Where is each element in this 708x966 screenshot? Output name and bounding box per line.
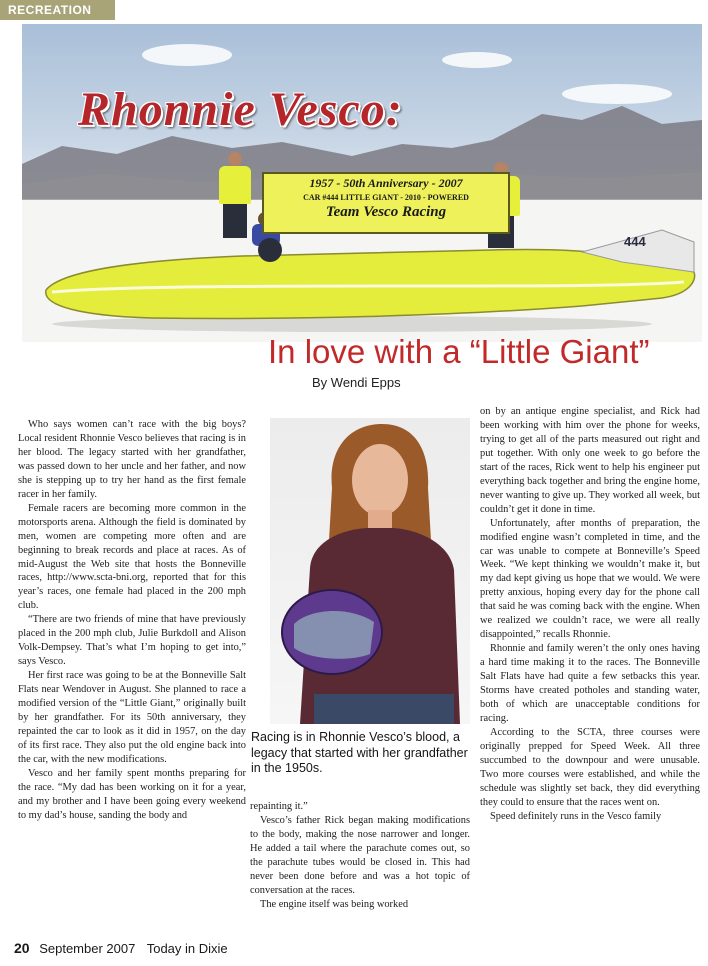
section-label: RECREATION xyxy=(0,0,115,20)
paragraph: Vesco’s father Rick began making modifications to the body, making the nose narrower and longer. He added a tail where the parachute comes out, so the parachute tubes would be closed in. This had never been done before and was a hot topic of conversation at the races. xyxy=(250,814,470,896)
paragraph: repainting it.” xyxy=(250,801,308,812)
portrait-photo xyxy=(270,418,470,724)
banner-line-1: 1957 - 50th Anniversary - 2007 xyxy=(309,176,463,190)
banner-line-2: CAR #444 LITTLE GIANT - 2010 - POWERED xyxy=(303,193,469,202)
banner-line-3: Team Vesco Racing xyxy=(325,204,447,220)
article-column-1 xyxy=(18,418,246,823)
article-column-3 xyxy=(480,405,700,824)
paragraph: Her first race was going to be at the Bonneville Salt Flats near Wendover in August. She planned to race a modified version of the “Little Giant,” originally built by her grandfather. For its 50th anniversary, they repainted the car to look as it did in 1957, on the day of its first race. They also put the old engine back into the car, with the new modifications. xyxy=(18,670,246,765)
headline: In love with a “Little Giant” xyxy=(268,333,650,370)
article-column-2 xyxy=(250,800,470,912)
page-footer xyxy=(14,940,228,956)
car-number: 444 xyxy=(624,234,646,249)
paragraph: Rhonnie and family weren’t the only ones having a hard time making it to the races. The Bonneville Salt Flats have had quite a few setbacks this year. Storms have created potholes and standing water, both of which are unacceptable conditions for racing. xyxy=(480,643,700,724)
paragraph: The engine itself was being worked xyxy=(260,898,409,910)
byline: By Wendi Epps xyxy=(312,375,401,390)
paragraph: According to the SCTA, three courses were originally prepped for Speed Week. All three succumbed to the downpour and were unusable. Two more courses were established, and while the schedule was slightly set back, they did everything they could to ensure that the races went on. xyxy=(480,726,700,808)
paragraph: Female racers are becoming more common in the motorsports arena. Although the field is dominated by men, women are competing more often and are beginning to break records and place at races. As of mid-August the Web site that hosts the Bonneville races, http://www.scta-bni.org, reported that for this year’s races, one female had placed in the 200 mph club. xyxy=(18,502,246,612)
hero-photo xyxy=(22,24,702,342)
paragraph: “There are two friends of mine that have previously placed in the 200 mph club, Julie Burkdoll and Alison Volk-Dempsey. That’s what I’m hoping to get into,” says Vesco. xyxy=(18,614,246,668)
paragraph: Vesco and her family spent months preparing for the race. “My dad has been working on it for a year, and my brother and I have been going every weekend to my dad’s house, sanding the body and xyxy=(18,767,246,821)
issue-date: September 2007 xyxy=(39,941,136,956)
publication-name: Today in Dixie xyxy=(146,941,228,956)
race-car-graphic xyxy=(22,24,702,342)
paragraph: on by an antique engine specialist, and Rick had been working with him over the phone for weeks, trying to get all of the parts measured out right and put together. With only one week to go before the start of the races, Rick went to help his engineer put everything back together and bring the engine home, never wanting to give up. They worked all week, but couldn’t get it done in time. xyxy=(480,406,700,515)
paragraph: Unfortunately, after months of preparation, the modified engine wasn’t completed in time, and the car was unable to compete at Bonneville’s Speed Week. “We kept thinking we wouldn’t make it, but my dad kept giving us hope that we would. We were pretty anxious, hoping every day for the phone call that said he was coming back with the engine. When we realized we couldn’t race, we were all really disappointed,” recalls Rhonnie. xyxy=(480,517,700,641)
hero-title: Rhonnie Vesco: xyxy=(78,83,403,136)
paragraph: Who says women can’t race with the big boys? Local resident Rhonnie Vesco believes that racing is in her blood. The legacy started with her grandfather, was passed down to her uncle and her father, and now she is stepping up to try her hand as the first female racer in her family. xyxy=(18,419,246,500)
page-number: 20 xyxy=(14,940,30,956)
paragraph: Speed definitely runs in the Vesco family xyxy=(490,810,662,822)
photo-caption: Racing is in Rhonnie Vesco’s blood, a legacy that started with her grandfather in the 1950s. xyxy=(251,730,468,775)
